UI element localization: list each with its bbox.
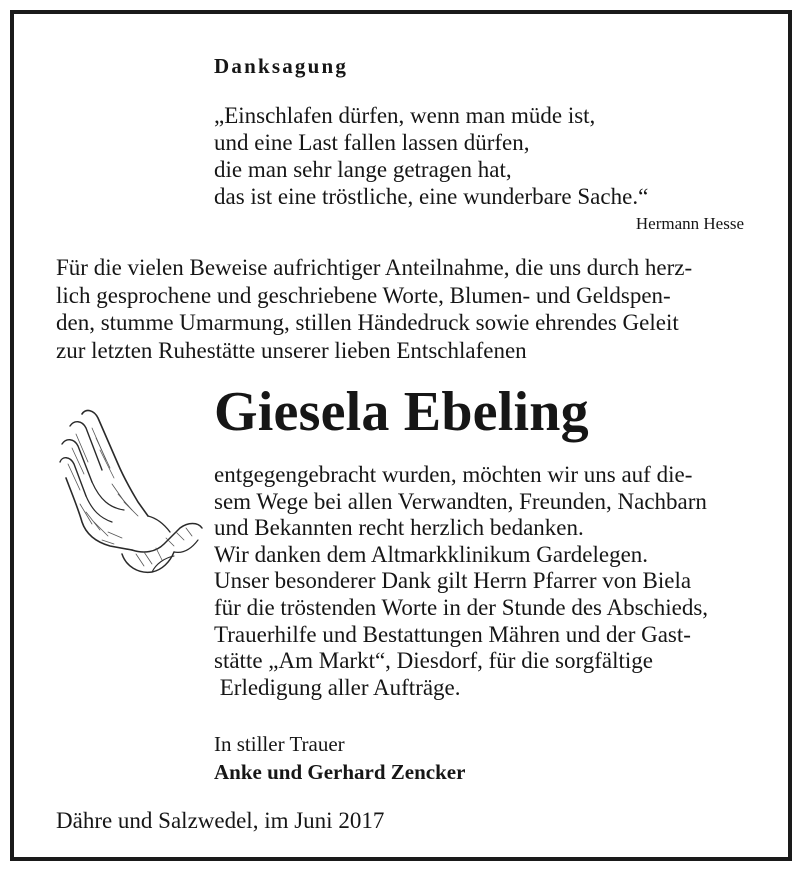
hesse-quote	[214, 102, 648, 210]
notice-frame	[10, 10, 792, 861]
body-line: Unser besonderer Dank gilt Herrn Pfarrer von Biela	[214, 568, 692, 594]
body-line: stätte „Am Markt“, Diesdorf, für die sorgfältige	[214, 648, 653, 674]
closing-phrase: In stiller Trauer	[214, 732, 345, 756]
intro-paragraph	[56, 254, 692, 364]
body-line: für die tröstenden Worte in der Stunde des Abschieds,	[214, 594, 709, 620]
quote-line: das ist eine tröstliche, eine wunderbare Sache.“	[214, 184, 649, 209]
body-line: und Bekannten recht herzlich bedanken.	[214, 515, 584, 541]
quote-line: und eine Last fallen lassen dürfen,	[214, 130, 530, 155]
body-line: Wir danken dem Altmarkklinikum Gardelegen.	[214, 541, 649, 567]
body-line: Erledigung aller Aufträge.	[214, 674, 461, 700]
thanks-paragraph	[214, 462, 708, 701]
notice-heading: Danksagung	[214, 54, 349, 78]
quote-line: „Einschlafen dürfen, wenn man müde ist,	[214, 103, 596, 128]
body-line: sem Wege bei allen Verwandten, Freunden, Nachbarn	[214, 488, 707, 514]
intro-line: den, stumme Umarmung, stillen Händedruck sowie ehrendes Geleit	[56, 310, 679, 335]
signers: Anke und Gerhard Zencker	[214, 760, 466, 784]
praying-hands-icon	[52, 404, 204, 580]
intro-line: zur letzten Ruhestätte unserer lieben Entschlafenen	[56, 337, 527, 363]
body-line: entgegengebracht wurden, möchten wir uns auf die-	[214, 462, 693, 487]
place-date: Dähre und Salzwedel, im Juni 2017	[56, 808, 385, 833]
intro-line: Für die vielen Beweise aufrichtiger Anteilnahme, die uns durch herz-	[56, 255, 693, 280]
intro-line: lich gesprochene und geschriebene Worte, Blumen- und Geldspen-	[56, 282, 671, 308]
body-line: Trauerhilfe und Bestattungen Mähren und der Gast-	[214, 621, 691, 647]
quote-author: Hermann Hesse	[635, 214, 744, 233]
quote-line: die man sehr lange getragen hat,	[214, 157, 512, 182]
deceased-name: Giesela Ebeling	[214, 381, 589, 443]
